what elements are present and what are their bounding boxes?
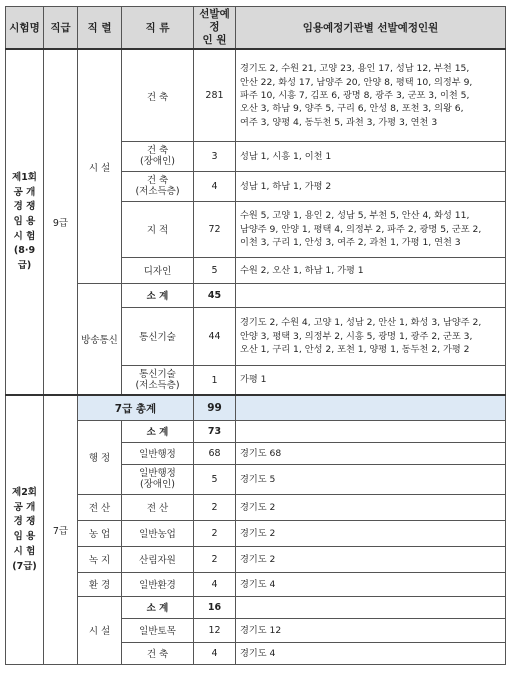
category-cell: 전 산 <box>122 494 194 520</box>
region-cell: 경기도 4 <box>236 642 506 664</box>
region-cell: 경기도 2 <box>236 494 506 520</box>
table-row <box>6 546 506 572</box>
region-cell <box>236 420 506 442</box>
category-cell: 지 적 <box>122 201 194 257</box>
exam2-series-siseol: 시 설 <box>78 596 122 664</box>
recruitment-table <box>5 6 506 665</box>
region-cell: 경기도 68 <box>236 442 506 464</box>
subtotal-count: 73 <box>194 420 236 442</box>
total-row <box>6 395 506 420</box>
subtotal-label: 소 계 <box>122 420 194 442</box>
total-count: 99 <box>194 395 236 420</box>
category-cell: 일반농업 <box>122 520 194 546</box>
table-row <box>6 596 506 618</box>
total-label: 7급 총계 <box>78 395 194 420</box>
count-cell: 2 <box>194 546 236 572</box>
category-cell: 일반토목 <box>122 618 194 642</box>
table-row <box>6 520 506 546</box>
exam1-series-bangsong: 방송통신 <box>78 283 122 395</box>
count-cell: 72 <box>194 201 236 257</box>
subtotal-label: 소 계 <box>122 283 194 307</box>
region-cell: 수원 2, 오산 1, 하남 1, 가평 1 <box>236 257 506 283</box>
category-cell: 산림자원 <box>122 546 194 572</box>
category-cell: 통신기술 (저소득층) <box>122 365 194 395</box>
count-cell: 4 <box>194 642 236 664</box>
exam2-name-cell: 제2회 공 개 경 쟁 임 용 시 험 (7급) <box>6 395 44 664</box>
header-row <box>6 7 506 50</box>
table-row <box>6 420 506 442</box>
count-cell: 12 <box>194 618 236 642</box>
count-cell: 44 <box>194 307 236 365</box>
category-cell: 일반행정 <box>122 442 194 464</box>
exam2-series-nongeop: 농 업 <box>78 520 122 546</box>
count-cell: 281 <box>194 49 236 141</box>
subtotal-count: 45 <box>194 283 236 307</box>
exam1-name-cell: 제1회 공 개 경 쟁 임 용 시 험 (8·9급) <box>6 49 44 395</box>
subtotal-count: 16 <box>194 596 236 618</box>
header-exam: 시험명 <box>6 7 44 50</box>
table-row <box>6 494 506 520</box>
region-cell: 경기도 2 <box>236 520 506 546</box>
region-cell: 가평 1 <box>236 365 506 395</box>
region-cell: 경기도 12 <box>236 618 506 642</box>
exam1-grade-cell: 9급 <box>44 49 78 395</box>
region-cell: 경기도 2 <box>236 546 506 572</box>
header-grade: 직급 <box>44 7 78 50</box>
count-cell: 2 <box>194 494 236 520</box>
count-cell: 2 <box>194 520 236 546</box>
exam2-series-haengjeong: 행 정 <box>78 420 122 494</box>
header-category: 직 류 <box>122 7 194 50</box>
category-cell: 건 축 <box>122 642 194 664</box>
document-page <box>5 6 506 665</box>
table-row <box>6 572 506 596</box>
count-cell: 4 <box>194 572 236 596</box>
count-cell: 1 <box>194 365 236 395</box>
region-cell: 경기도 2, 수원 4, 고양 1, 성남 2, 안산 1, 화성 3, 남양주 2, 안양 3, 평택 3, 의정부 2, 시흥 5, 광명 1, 광주 2, 군포 3, 오산 1, 구리 1, 안성 2, 포천 1, 양평 1, 동두천 2, 가평 2 <box>236 307 506 365</box>
region-cell: 경기도 5 <box>236 464 506 494</box>
exam2-grade-cell: 7급 <box>44 395 78 664</box>
header-series: 직 렬 <box>78 7 122 50</box>
exam2-series-nokji: 녹 지 <box>78 546 122 572</box>
header-region: 임용예정기관별 선발예정인원 <box>236 7 506 50</box>
region-cell: 성남 1, 하남 1, 가평 2 <box>236 171 506 201</box>
category-cell: 일반행정 (장애인) <box>122 464 194 494</box>
region-cell: 경기도 2, 수원 21, 고양 23, 용인 17, 성남 12, 부천 15, 안산 22, 화성 17, 남양주 20, 안양 8, 평택 10, 의정부 9, 파주 10, 시흥 7, 김포 6, 광명 8, 광주 3, 군포 3, 이천 5, 오산 3, 하남 9, 양주 5, 구리 6, 안성 8, 포천 3, 의왕 6, 여주 3, 양평 4, 동두천 5, 과천 3, 가평 3, 연천 3 <box>236 49 506 141</box>
region-cell: 경기도 4 <box>236 572 506 596</box>
category-cell: 건 축 (장애인) <box>122 141 194 171</box>
count-cell: 4 <box>194 171 236 201</box>
count-cell: 3 <box>194 141 236 171</box>
category-cell: 통신기술 <box>122 307 194 365</box>
category-cell: 디자인 <box>122 257 194 283</box>
exam1-series-siseol: 시 설 <box>78 49 122 283</box>
header-count: 선발예정 인 원 <box>194 7 236 50</box>
count-cell: 68 <box>194 442 236 464</box>
exam2-series-jeonsan: 전 산 <box>78 494 122 520</box>
subtotal-label: 소 계 <box>122 596 194 618</box>
category-cell: 건 축 <box>122 49 194 141</box>
count-cell: 5 <box>194 464 236 494</box>
region-cell: 수원 5, 고양 1, 용인 2, 성남 5, 부천 5, 안산 4, 화성 11, 남양주 9, 안양 1, 평택 4, 의정부 2, 파주 2, 광명 5, 군포 2, 이천 3, 구리 1, 안성 3, 여주 2, 과천 1, 가평 1, 연천 3 <box>236 201 506 257</box>
region-cell <box>236 596 506 618</box>
category-cell: 일반환경 <box>122 572 194 596</box>
count-cell: 5 <box>194 257 236 283</box>
exam2-series-hwangyeong: 환 경 <box>78 572 122 596</box>
total-region <box>236 395 506 420</box>
table-row <box>6 283 506 307</box>
table-row <box>6 49 506 141</box>
region-cell: 성남 1, 시흥 1, 이천 1 <box>236 141 506 171</box>
category-cell: 건 축 (저소득층) <box>122 171 194 201</box>
region-cell <box>236 283 506 307</box>
